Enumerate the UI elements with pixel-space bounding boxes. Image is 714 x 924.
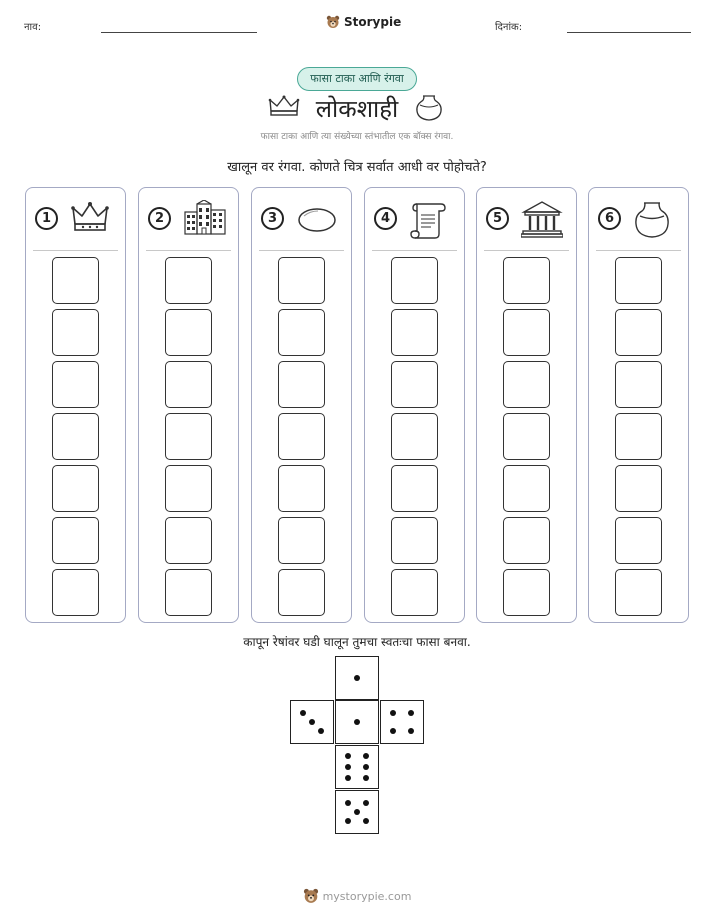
dice-column-2 bbox=[138, 187, 239, 623]
color-box[interactable] bbox=[278, 257, 325, 304]
column-number: 6 bbox=[598, 207, 621, 230]
die-pip bbox=[300, 710, 306, 716]
die-face bbox=[335, 745, 379, 789]
die-pip bbox=[390, 710, 396, 716]
color-box[interactable] bbox=[615, 309, 662, 356]
die-net bbox=[290, 656, 424, 836]
die-pip bbox=[318, 728, 324, 734]
die-pip bbox=[363, 775, 369, 781]
color-box[interactable] bbox=[503, 517, 550, 564]
instruction-text: खालून वर रंगवा. कोणते चित्र सर्वात आधी वर पोहोचते? bbox=[227, 160, 487, 175]
color-box[interactable] bbox=[52, 465, 99, 512]
page-title: लोकशाही bbox=[315, 95, 399, 123]
color-box[interactable] bbox=[615, 569, 662, 616]
color-box[interactable] bbox=[278, 465, 325, 512]
dice-column-1 bbox=[25, 187, 126, 623]
oval-stone-icon bbox=[296, 200, 338, 234]
activity-pill: फासा टाका आणि रंगवा bbox=[297, 67, 417, 91]
color-box[interactable] bbox=[52, 257, 99, 304]
color-box[interactable] bbox=[391, 465, 438, 512]
color-box[interactable] bbox=[52, 569, 99, 616]
date-label: दिनांक: bbox=[495, 22, 523, 33]
column-divider bbox=[372, 250, 457, 251]
column-number: 3 bbox=[261, 207, 284, 230]
color-box[interactable] bbox=[503, 569, 550, 616]
date-line bbox=[567, 32, 691, 33]
column-number: 2 bbox=[148, 207, 171, 230]
color-box[interactable] bbox=[165, 465, 212, 512]
color-box[interactable] bbox=[615, 257, 662, 304]
color-box[interactable] bbox=[52, 361, 99, 408]
color-box[interactable] bbox=[503, 413, 550, 460]
courthouse-icon bbox=[521, 200, 563, 238]
column-divider bbox=[596, 250, 681, 251]
column-divider bbox=[259, 250, 344, 251]
color-box[interactable] bbox=[52, 309, 99, 356]
column-number: 4 bbox=[374, 207, 397, 230]
column-divider bbox=[484, 250, 569, 251]
die-pip bbox=[408, 728, 414, 734]
dice-column-6 bbox=[588, 187, 689, 623]
color-box[interactable] bbox=[615, 465, 662, 512]
column-number: 5 bbox=[486, 207, 509, 230]
color-box[interactable] bbox=[391, 257, 438, 304]
color-box[interactable] bbox=[503, 309, 550, 356]
color-box[interactable] bbox=[52, 413, 99, 460]
subtitle: फासा टाका आणि त्या संख्येच्या स्तंभातील एक बॉक्स रंगवा. bbox=[260, 132, 454, 142]
die-pip bbox=[363, 764, 369, 770]
dice-column-4 bbox=[364, 187, 465, 623]
die-pip bbox=[345, 800, 351, 806]
color-box[interactable] bbox=[165, 361, 212, 408]
die-pip bbox=[354, 809, 360, 815]
footer bbox=[0, 888, 714, 904]
city-buildings-icon bbox=[183, 200, 227, 236]
color-box[interactable] bbox=[391, 361, 438, 408]
color-box[interactable] bbox=[165, 569, 212, 616]
cut-instruction: कापून रेषांवर घडी घालून तुमचा स्वतःचा फासा बनवा. bbox=[243, 635, 471, 649]
color-box[interactable] bbox=[391, 517, 438, 564]
die-pip bbox=[408, 710, 414, 716]
brand-logo bbox=[326, 15, 401, 29]
clay-pot-icon bbox=[633, 200, 671, 240]
die-pip bbox=[363, 800, 369, 806]
color-box[interactable] bbox=[278, 517, 325, 564]
color-box[interactable] bbox=[391, 413, 438, 460]
name-line bbox=[101, 32, 257, 33]
die-face bbox=[335, 790, 379, 834]
footer-url: mystorypie.com bbox=[322, 889, 412, 903]
die-face bbox=[290, 700, 334, 744]
crown-icon bbox=[70, 200, 110, 234]
color-box[interactable] bbox=[165, 257, 212, 304]
color-box[interactable] bbox=[278, 361, 325, 408]
dice-column-5 bbox=[476, 187, 577, 623]
die-pip bbox=[363, 818, 369, 824]
color-box[interactable] bbox=[391, 309, 438, 356]
die-pip bbox=[309, 719, 315, 725]
die-pip bbox=[354, 675, 360, 681]
color-box[interactable] bbox=[503, 361, 550, 408]
brand-name: Storypie bbox=[344, 15, 402, 29]
color-box[interactable] bbox=[278, 309, 325, 356]
bear-mascot-icon bbox=[326, 15, 340, 29]
die-face bbox=[335, 656, 379, 700]
color-box[interactable] bbox=[278, 413, 325, 460]
scroll-icon bbox=[409, 200, 447, 240]
die-pip bbox=[345, 753, 351, 759]
column-divider bbox=[146, 250, 231, 251]
name-label: नाव: bbox=[24, 22, 42, 33]
column-divider bbox=[33, 250, 118, 251]
die-pip bbox=[345, 818, 351, 824]
color-box[interactable] bbox=[503, 257, 550, 304]
die-pip bbox=[345, 775, 351, 781]
color-box[interactable] bbox=[52, 517, 99, 564]
die-pip bbox=[354, 719, 360, 725]
color-box[interactable] bbox=[503, 465, 550, 512]
color-box[interactable] bbox=[615, 517, 662, 564]
color-box[interactable] bbox=[391, 569, 438, 616]
die-pip bbox=[345, 764, 351, 770]
color-box[interactable] bbox=[165, 413, 212, 460]
bear-mascot-icon bbox=[303, 888, 319, 904]
clay-pot-icon bbox=[414, 92, 444, 122]
die-face bbox=[335, 700, 379, 744]
die-pip bbox=[363, 753, 369, 759]
color-box[interactable] bbox=[165, 517, 212, 564]
color-box[interactable] bbox=[615, 361, 662, 408]
die-pip bbox=[390, 728, 396, 734]
color-box[interactable] bbox=[278, 569, 325, 616]
dice-column-3 bbox=[251, 187, 352, 623]
color-box[interactable] bbox=[615, 413, 662, 460]
die-face bbox=[380, 700, 424, 744]
color-box[interactable] bbox=[165, 309, 212, 356]
column-number: 1 bbox=[35, 207, 58, 230]
